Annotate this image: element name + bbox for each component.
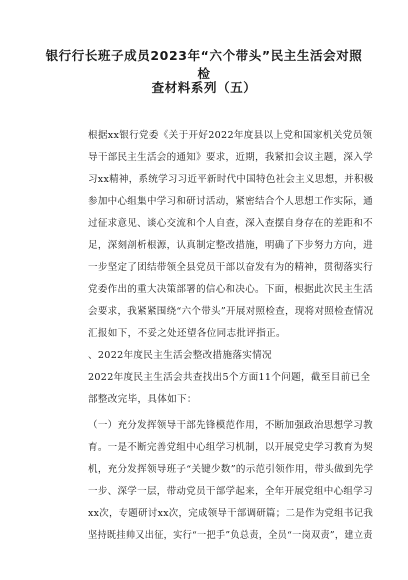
body-line: 育。一是不断完善党组中心组学习机制，以开展党史学习教育为契 bbox=[88, 442, 373, 453]
body-line: 一步、深学一层，带动党员干部学起来，全年开展党组中心组学习 bbox=[88, 486, 373, 497]
body-line: 导干部民主生活会的通知》要求，近期，我紧扣会议主题，深入学 bbox=[88, 152, 373, 163]
body-line: （一）充分发挥领导干部先锋模范作用，不断加强政治思想学习教 bbox=[88, 420, 373, 431]
body-line: 过征求意见、谈心交流和个人自查，深入查摆自身存在的差距和不 bbox=[88, 218, 373, 229]
body-line: 参加中心组集中学习和研讨活动，紧密结合个人思想工作实际，通 bbox=[88, 196, 373, 207]
body-line: 部整改完毕，具体如下： bbox=[88, 394, 197, 405]
section-heading: 、2022年度民主生活会整改措施落实情况 bbox=[88, 350, 272, 361]
document-title-line-1: 银行行长班子成员2023年“六个带头”民主生活会对照检 bbox=[45, 48, 363, 81]
body-line: 汇报如下，不妥之处还望各位同志批评指正。 bbox=[88, 328, 286, 339]
body-line: 一步坚定了团结带领全县党员干部以奋发有为的精神，贯彻落实行 bbox=[88, 262, 373, 273]
body-line: 根据xx银行党委《关于开好2022年度县以上党和国家机关党员领 bbox=[88, 130, 373, 141]
body-line: 足，深刻剖析根源，认真制定整改措施，明确了下步努力方向，进 bbox=[88, 240, 373, 251]
body-line: 习xx精神，系统学习习近平新时代中国特色社会主义思想，并积极 bbox=[88, 174, 374, 185]
body-line: 机，充分发挥领导班子“关键少数”的示范引领作用，带头做到先学 bbox=[88, 464, 374, 475]
body-line: 坚持既挂帅又出征，实行“一把手”负总责，全员“一岗双责”，建立责 bbox=[88, 530, 373, 541]
body-line: 党委作出的重大决策部署的信心和决心。下面，根据此次民主生活 bbox=[88, 284, 373, 295]
body-line: 2022年度民主生活会共查找出5个方面11个问题，截至目前已全 bbox=[88, 372, 371, 383]
body-line: 会要求，我紧紧围绕“六个带头”开展对照检查，现将对照检查情况 bbox=[88, 306, 374, 317]
body-line: xx次，专题研讨xx次，完成领导干部调研篇；二是作为党组书记我 bbox=[88, 508, 374, 519]
document-title-line-2: 查材料系列（五） bbox=[151, 80, 257, 95]
